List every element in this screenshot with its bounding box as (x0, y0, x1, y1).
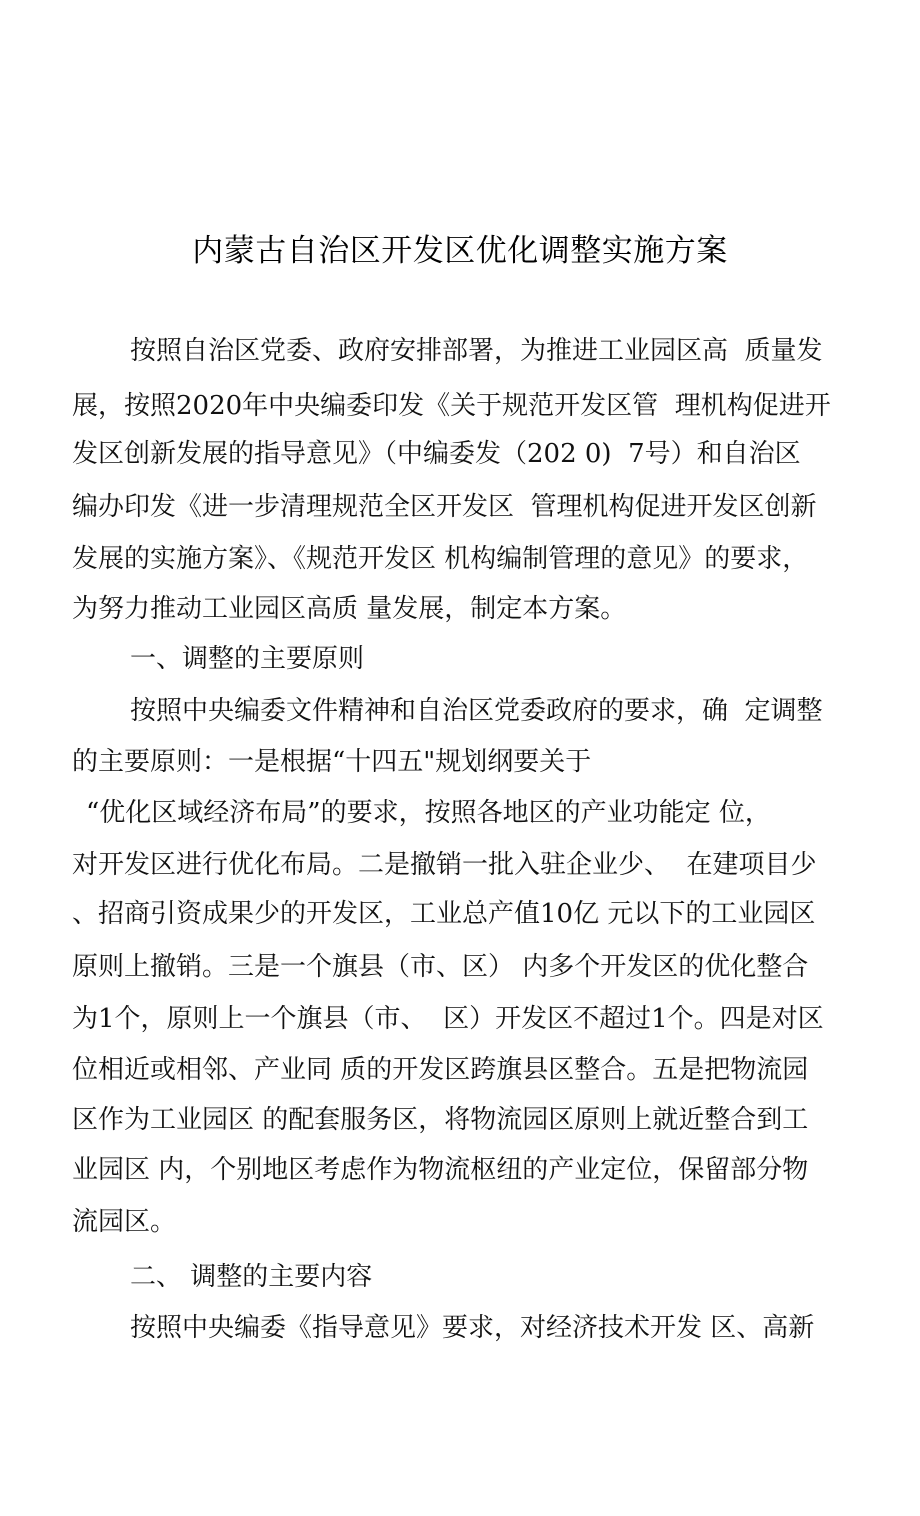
document-title: 内蒙古自治区开发区优化调整实施方案 (192, 233, 728, 269)
paragraph-line: 按照自治区党委、政府安排部署，为推进工业园区高 质量发 (130, 336, 823, 366)
paragraph-line: 按照中央编委文件精神和自治区党委政府的要求，确 定调整 (130, 696, 823, 726)
paragraph-line: 、招商引资成果少的开发区，工业总产值10亿 元以下的工业园区 (72, 899, 816, 929)
paragraph-line: 展，按照2020年中央编委印发《关于规范开发区管 理机构促进开 (72, 391, 831, 421)
paragraph-line: 位相近或相邻、产业同 质的开发区跨旗县区整合。五是把物流园 (72, 1055, 809, 1085)
paragraph-line: 的主要原则：一是根据“十四五"规划纲要关于 (72, 747, 592, 777)
paragraph-line: 原则上撤销。三是一个旗县（市、区） 内多个开发区的优化整合 (72, 952, 809, 982)
paragraph-line: 发展的实施方案》、《规范开发区 机构编制管理的意见》的要求， (72, 544, 809, 574)
paragraph-line: 为1个，原则上一个旗县（市、 区）开发区不超过1个。四是对区 (72, 1004, 824, 1034)
paragraph-line: 对开发区进行优化布局。二是撤销一批入驻企业少、 在建项目少 (72, 850, 817, 880)
section-heading: 二、 调整的主要内容 (130, 1262, 373, 1292)
paragraph-line: 为努力推动工业园区高质 量发展，制定本方案。 (72, 594, 627, 624)
paragraph-line: 区作为工业园区 的配套服务区，将物流园区原则上就近整合到工 (72, 1105, 809, 1135)
paragraph-line: 发区创新发展的指导意见》（中编委发（202 0) 7号）和自治区 (72, 439, 801, 469)
paragraph-line: 编办印发《进一步清理规范全区开发区 管理机构促进开发区创新 (72, 492, 817, 522)
section-heading: 一、调整的主要原则 (130, 644, 365, 674)
paragraph-line: 按照中央编委《指导意见》要求，对经济技术开发 区、高新 (130, 1313, 815, 1343)
paragraph-line: “优化区域经济布局”的要求，按照各地区的产业功能定 位， (86, 798, 771, 828)
paragraph-line: 业园区 内，个别地区考虑作为物流枢纽的产业定位，保留部分物 (72, 1155, 809, 1185)
paragraph-line: 流园区。 (72, 1207, 177, 1237)
